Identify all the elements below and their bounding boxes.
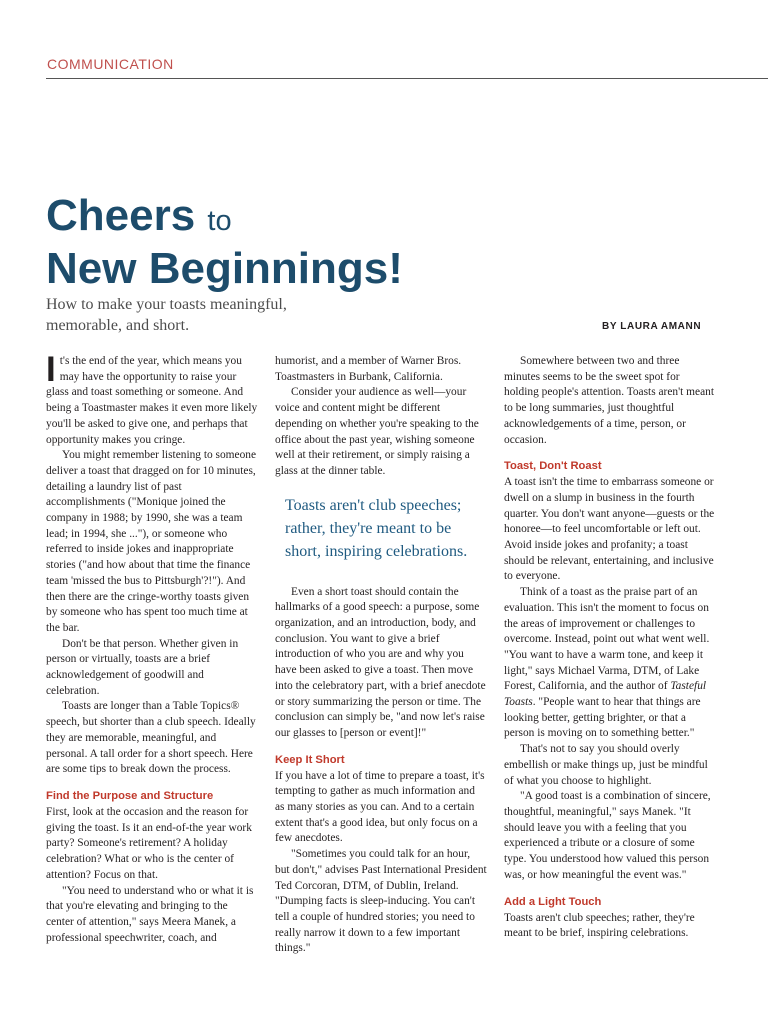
title-new-beginnings: New Beginnings! bbox=[46, 244, 403, 293]
byline: BY LAURA AMANN bbox=[602, 321, 702, 332]
section-rule bbox=[46, 78, 768, 79]
body-paragraph bbox=[504, 585, 716, 742]
body-paragraph: Toasts are longer than a Table Topics® speech, but shorter than a club speech. Ideally they are memorable, meaningful, and personal. A tall order for a short speech. Here are some tips to break down the process. bbox=[46, 700, 256, 776]
drop-cap: I bbox=[46, 350, 56, 389]
body-paragraph: Don't be that person. Whether given in person or virtually, toasts are a brief acknowledgement of goodwill and celebration. bbox=[46, 637, 239, 697]
body-paragraph: First, look at the occasion and the reason for giving the toast. Is it an end-of-the year work party? Someone's retirement? A holiday celebration? What or who is the center of attention? Focus on that. bbox=[46, 805, 252, 881]
body-paragraph: Consider your audience as well—your voice and content might be different depending on whether you're speaking to the office about the past year, wishing someone well at their retirement, or simply raising a glass at the dinner table. bbox=[275, 386, 479, 477]
column-1 bbox=[46, 350, 258, 946]
text-run: Think of a toast as the praise part of an evaluation. This isn't the moment to focus on the areas of improvement or challenges to overcome. Instead, point out what went well. "You want to have a warm tone, and keep it light," says Michael Varma, DTM, of Lake Forest, California, and the author of bbox=[504, 586, 710, 693]
body-paragraph: That's not to say you should overly embellish or make things up, just be mindful of what you choose to highlight. bbox=[504, 743, 708, 787]
body-paragraph: Even a short toast should contain the hallmarks of a good speech: a purpose, some organization, and an introduction, body, and conclusion. You want to give a brief introduction of who you are and why you have been asked to give a toast. Then move into the celebratory part, with a brief anecdote or story summarizing the person or time. The conclusion can simply be, "and now let's raise our glasses to [person or event]!" bbox=[275, 585, 486, 739]
body-paragraph: If you have a lot of time to prepare a toast, it's tempting to gather as much information and as many stories as you can. And to a certain extent that's a good idea, but only focus on a few anecdotes. bbox=[275, 769, 485, 845]
body-paragraph: "You need to understand who or what it is that you're elevating and bringing to the center of attention," says Meera Manek, a professional speechwriter, coach, and bbox=[46, 884, 254, 944]
subheading-purpose-structure: Find the Purpose and Structure bbox=[46, 789, 214, 802]
section-label: COMMUNICATION bbox=[47, 56, 174, 72]
intro-paragraph bbox=[46, 350, 258, 448]
subtitle-line-2: memorable, and short. bbox=[46, 317, 190, 334]
subtitle-line-1: How to make your toasts meaningful, bbox=[46, 296, 287, 313]
subheading-light-touch: Add a Light Touch bbox=[504, 895, 602, 908]
subheading-toast-dont-roast: Toast, Don't Roast bbox=[504, 460, 602, 473]
subheading-keep-it-short: Keep It Short bbox=[275, 753, 345, 766]
article-subtitle bbox=[46, 294, 366, 336]
body-paragraph: "A good toast is a combination of sincere, thoughtful, meaningful," says Manek. "It should leave you with a feeling that you experienced a tribute or a closure of some type. You understood how valued this person was, or how meaningful the event was." bbox=[504, 790, 711, 881]
body-paragraph: Toasts aren't club speeches; rather, they're meant to be brief, inspiring celebrations. bbox=[504, 911, 695, 940]
body-paragraph: You might remember listening to someone deliver a toast that dragged on for 10 minutes, detailing a laundry list of past accomplishments ("Monique joined the company in 1988; by 1990, she was a team lead; in 1994, she ..."), or someone who referred to inside jokes and inappropriate stories ("and how about that time the finance team 'missed the bus to Pittsburgh'?!"). And then there are the cringe-worthy toasts given by someone who has spent too much time at the bar. bbox=[46, 449, 257, 634]
title-cheers: Cheers bbox=[46, 191, 196, 240]
body-paragraph: Somewhere between two and three minutes seems to be the sweet spot for holding people's attention. Toasts aren't meant to be long summaries, just thoughtful acknowledgements of a time, person, or occasion. bbox=[504, 355, 714, 446]
article-title bbox=[46, 192, 403, 293]
column-2 bbox=[275, 354, 487, 957]
body-paragraph: humorist, and a member of Warner Bros. Toastmasters in Burbank, California. bbox=[275, 355, 462, 383]
body-paragraph: "Sometimes you could talk for an hour, but don't," advises Past International President Ted Corcoran, DTM, of Dublin, Ireland. "Dumping facts is sleep-inducing. You can't tell a couple of hundred stories; you need to really narrow it down to a few important things." bbox=[275, 848, 487, 955]
body-paragraph: A toast isn't the time to embarrass someone or dwell on a slump in business in the fourth quarter. You don't want anyone—guests or the honoree—to feel uncomfortable or left out. Avoid inside jokes and profanity; a toast should be relevant, entertaining, and inclusive to everyone. bbox=[504, 476, 715, 583]
book-title: Tasteful Toasts bbox=[504, 680, 707, 709]
intro-text: t's the end of the year, which means you may have the opportunity to raise your glass and toast something or someone. And being a Toastmaster makes it even more likely you'll be asked to give one, and perhaps that opportunity makes you cringe. bbox=[46, 355, 258, 446]
column-3 bbox=[504, 354, 716, 942]
title-to: to bbox=[207, 205, 232, 237]
pull-quote: Toasts aren't club speeches; rather, they're meant to be short, inspiring celebrations. bbox=[285, 496, 468, 560]
text-run: . "People want to hear that things are looking better, getting brighter, or that a person is moving on to something better." bbox=[504, 696, 701, 740]
